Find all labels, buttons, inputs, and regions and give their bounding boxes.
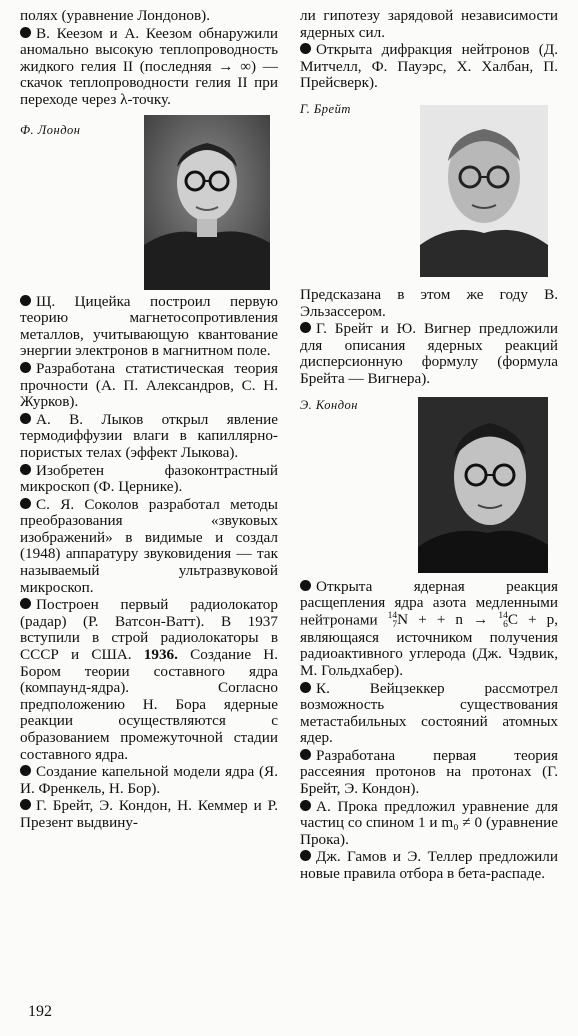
left-column (20, 8, 278, 833)
portrait-breit-image (420, 105, 548, 277)
bullet-icon (300, 322, 311, 333)
bullet-icon (20, 413, 31, 424)
portrait-breit-photo (420, 105, 548, 277)
caption-condon: Э. Кондон (300, 397, 358, 412)
bullet-icon (300, 580, 311, 591)
left-lead: полях (уравнение Лондонов). (20, 7, 211, 24)
right-entry-weizsacker: К. Вейцзеккер рассмотрел возможность существования метастабильных состояний атомных ядер. (300, 679, 558, 747)
bullet-icon (300, 749, 311, 760)
bullet-icon (300, 800, 311, 811)
bullet-icon (20, 799, 31, 810)
bullet-icon (20, 464, 31, 475)
caption-breit: Г. Брейт (300, 101, 351, 116)
bullet-icon (20, 498, 31, 509)
right-entry-breit-wigner: Г. Брейт и Ю. Вигнер предложили для описания ядерных реакций дисперсионную формулу (формула Брейта — Вигнера). (300, 320, 558, 387)
right-entry-gamow-teller: Дж. Гамов и Э. Теллер предложили новые правила отбора в бета-распаде. (300, 848, 558, 883)
bullet-icon (300, 850, 311, 861)
portrait-london-photo (144, 115, 270, 290)
right-entry-proton-scattering: Разработана первая теория рассеяния протонов на протонах (Г. Брейт, Э. Кондон). (300, 746, 558, 798)
left-entry-sokolov: С. Я. Соколов разработал методы преобразования «звуковых изображений» в видимые и создал (1948) аппаратуру звуковидения — так называемый ультразвуковой микроскоп. (20, 495, 278, 596)
bullet-icon (300, 682, 311, 693)
figure-london (20, 110, 278, 294)
left-entry-lykov: А. В. Лыков открыл явление термодиффузии влаги в капиллярно-пористых телах (эффект Лыкова). (20, 410, 278, 461)
left-entry-keesom: В. Кеезом и А. Кеезом обнаружили аномально высокую теплопроводность жидкого гелия II (последняя → ∞) — скачок теплопроводности гелия II при переходе через λ-точку. (20, 24, 278, 108)
bullet-icon (300, 43, 311, 54)
left-entry-radar: Построен первый радиолокатор (радар) (Р. Ватсон-Ватт). В 1937 вступили в строй радиолокаторы в СССР и США. 1936. Создание Н. Бором теории составного ядра (компаунд-ядра). Согласно предположению Н. Бора ядерные реакции осуществляются с образованием промежуточной стадии составного ядра. (20, 596, 279, 763)
portrait-condon-image (418, 397, 548, 573)
bullet-icon (20, 598, 31, 609)
caption-london: Ф. Лондон (20, 122, 81, 137)
right-entry-neutron-diffraction: Открыта дифракция нейтронов (Д. Митчелл, Ф. Пауэрс, Х. Халбан, П. Прейсверк). (300, 41, 558, 92)
bullet-icon (20, 295, 31, 306)
figure-breit (300, 93, 558, 287)
bullet-icon (20, 765, 31, 776)
reaction-formula: 14 7 N + + n → 14 6 C + p, (387, 610, 558, 630)
bullet-icon (20, 362, 31, 373)
right-entry-nitrogen-reaction: Открыта ядерная реакция расщепления ядра азота медленными нейтронами 14 7 N + + n → 14 6 C + p, являющаяся источником получения радиоактивного углерода (Дж. Чэдвик, М. Гольдхабер). (300, 577, 558, 679)
portrait-london-image (144, 115, 270, 290)
left-entry-breit-condon: Г. Брейт, Э. Кондон, Н. Кеммер и Р. Презент выдвину- (20, 797, 278, 831)
right-entry-proca: А. Прока предложил уравнение для частиц со спином 1 и m₀ ≠ 0 (уравнение Прока). (300, 797, 558, 848)
right-lead: ли гипотезу зарядовой независимости ядерных сил. (300, 7, 558, 41)
bullet-icon (20, 27, 31, 38)
figure-condon (300, 389, 558, 579)
left-entry-titeica: Щ. Цицейка построил первую теорию магнетосопротивления металлов, учитывающую квантование энергии электронов в магнитном поле. (20, 292, 278, 360)
year-heading-1936: 1936. (143, 646, 178, 664)
portrait-condon-photo (418, 397, 548, 573)
left-entry-strength-theory: Разработана статистическая теория прочности (А. П. Александров, С. Н. Журков). (20, 359, 278, 411)
left-entry-zernike: Изобретен фазоконтрастный микроскоп (Ф. Цернике). (20, 461, 278, 496)
page-number: 192 (28, 1003, 52, 1020)
right-entry-elsasser: Предсказана в этом же году В. Эльзассером. (300, 285, 558, 320)
left-entry-liquid-drop: Создание капельной модели ядра (Я. И. Френкель, Н. Бор). (20, 763, 278, 797)
right-column (300, 8, 558, 884)
